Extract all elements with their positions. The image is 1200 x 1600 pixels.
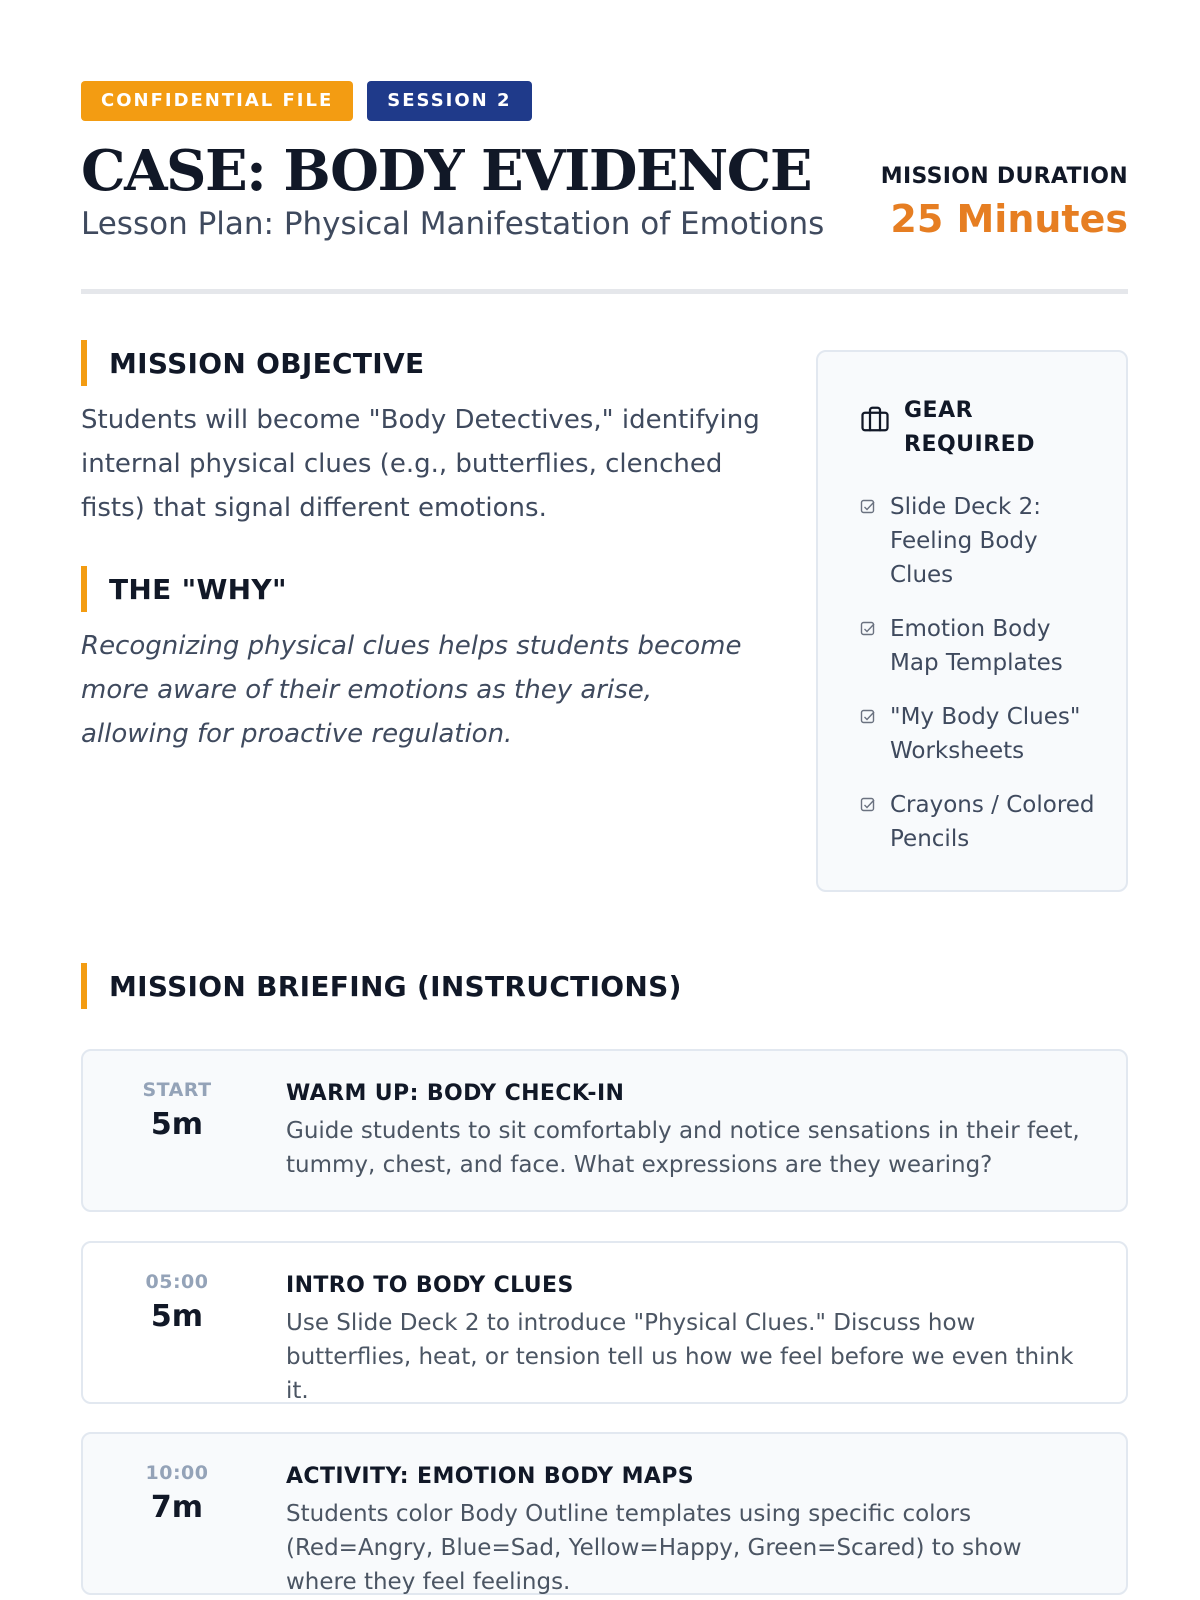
gear-item xyxy=(860,788,1100,856)
page-title: CASE: BODY EVIDENCE xyxy=(81,138,812,204)
confidential-tag: CONFIDENTIAL FILE xyxy=(81,81,353,121)
briefing-heading-text: MISSION BRIEFING (INSTRUCTIONS) xyxy=(109,969,682,1003)
duration-value: 25 Minutes xyxy=(890,197,1128,241)
step-title: ACTIVITY: EMOTION BODY MAPS xyxy=(286,1464,695,1489)
page-subtitle: Lesson Plan: Physical Manifestation of Emotions xyxy=(81,206,825,242)
header-divider xyxy=(81,289,1128,294)
step-card xyxy=(81,1432,1128,1595)
gear-item-label: "My Body Clues" Worksheets xyxy=(890,704,1081,764)
gear-item-label: Crayons / Colored Pencils xyxy=(890,792,1095,852)
step-time xyxy=(83,1462,271,1525)
step-description: Guide students to sit comfortably and notice sensations in their feet, tummy, chest, and face. What expressions are they wearing? xyxy=(286,1118,1080,1178)
tag-row xyxy=(81,81,532,121)
step-title: WARM UP: BODY CHECK-IN xyxy=(286,1081,625,1106)
step-time xyxy=(83,1271,271,1334)
gear-required-card xyxy=(816,350,1128,892)
objective-text: Students will become "Body Detectives," identifying internal physical clues (e.g., butterflies, clenched fists) that signal different emotions. xyxy=(81,405,760,523)
step-content xyxy=(286,1081,1096,1182)
checkbox-icon xyxy=(860,621,876,637)
gear-heading-text: GEAR REQUIRED xyxy=(904,398,1035,457)
gear-item xyxy=(860,700,1100,768)
step-time xyxy=(83,1079,271,1142)
objective-heading xyxy=(81,340,424,386)
step-card xyxy=(81,1049,1128,1212)
checkbox-icon xyxy=(860,709,876,725)
mission-duration xyxy=(881,164,1128,241)
step-title: INTRO TO BODY CLUES xyxy=(286,1273,574,1298)
step-content xyxy=(286,1273,1096,1408)
checkbox-icon xyxy=(860,499,876,515)
step-description: Use Slide Deck 2 to introduce "Physical Clues." Discuss how butterflies, heat, or tension tell us how we feel before we even think it. xyxy=(286,1310,1074,1404)
lesson-plan-page xyxy=(81,0,1128,1600)
step-duration: 5m xyxy=(150,1107,204,1142)
step-content xyxy=(286,1464,1096,1599)
gear-item xyxy=(860,612,1100,680)
step-timestamp: 10:00 xyxy=(145,1462,209,1484)
gear-item-label: Emotion Body Map Templates xyxy=(890,616,1063,676)
gear-heading xyxy=(860,394,1034,462)
step-timestamp: 05:00 xyxy=(145,1271,209,1293)
step-card xyxy=(81,1241,1128,1404)
why-heading-text: THE "WHY" xyxy=(109,572,287,606)
step-duration: 7m xyxy=(150,1490,204,1525)
gear-list xyxy=(860,490,1100,876)
briefcase-icon xyxy=(860,404,890,434)
objective-heading-text: MISSION OBJECTIVE xyxy=(109,346,425,380)
gear-item xyxy=(860,490,1100,592)
briefing-heading xyxy=(81,963,682,1009)
checkbox-icon xyxy=(860,797,876,813)
section-accent-bar xyxy=(81,566,87,612)
session-tag: SESSION 2 xyxy=(367,81,531,121)
why-text: Recognizing physical clues helps students become more aware of their emotions as they arise, allowing for proactive regulation. xyxy=(81,631,742,749)
section-accent-bar xyxy=(81,340,87,386)
step-description: Students color Body Outline templates using specific colors (Red=Angry, Blue=Sad, Yellow=Happy, Green=Scared) to show where they feel feelings. xyxy=(286,1501,1022,1595)
step-duration: 5m xyxy=(150,1299,204,1334)
section-accent-bar xyxy=(81,963,87,1009)
why-heading xyxy=(81,566,287,612)
gear-item-label: Slide Deck 2: Feeling Body Clues xyxy=(890,494,1041,588)
step-timestamp: START xyxy=(142,1079,212,1101)
duration-label: MISSION DURATION xyxy=(880,164,1128,189)
